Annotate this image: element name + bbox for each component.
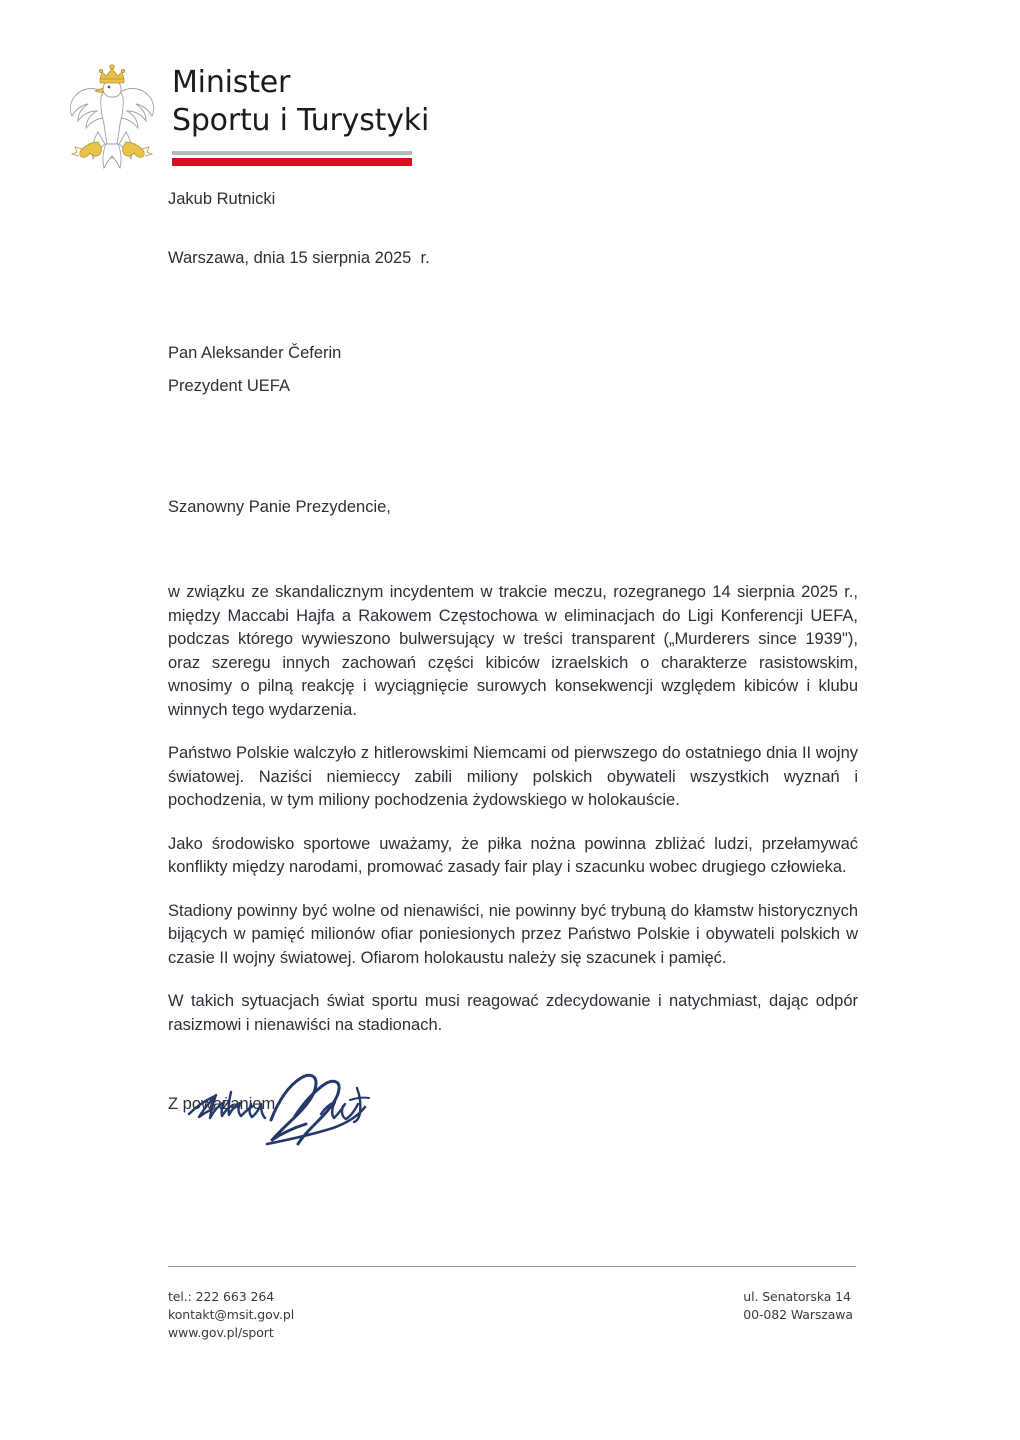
polish-eagle-emblem-icon — [60, 58, 164, 176]
sender-name: Jakub Rutnicki — [168, 190, 276, 208]
flag-red-stripe — [172, 158, 412, 166]
footer-city: 00-082 Warszawa — [743, 1307, 853, 1322]
letter-paragraph-5: W takich sytuacjach świat sportu musi reagować zdecydowanie i natychmiast, dając odpór rasizmowi i nienawiści na stadionach. — [168, 992, 858, 1034]
footer-website[interactable]: www.gov.pl/sport — [168, 1325, 274, 1340]
place-and-date: Warszawa, dnia 15 sierpnia 2025 r. — [168, 249, 430, 267]
letterhead-title-line2: Sportu i Turystyki — [172, 103, 430, 138]
recipient-title: Prezydent UEFA — [168, 377, 290, 395]
polish-flag-bar — [172, 151, 412, 166]
letter-body — [168, 188, 858, 1116]
footer-contact-column — [168, 1288, 294, 1342]
footer — [168, 1288, 856, 1342]
salutation: Szanowny Panie Prezydencie, — [168, 498, 391, 516]
footer-address-column — [743, 1288, 853, 1342]
letter-paragraph-4: Stadiony powinny być wolne od nienawiści, nie powinny być trybuną do kłamstw historycznych bijących w pamięć milionów ofiar poniesionych przez Państwo Polskie i obywateli polskich w czasie II wojny światowej. Ofiarom holokaustu należy się szacunek i pamięć. — [168, 901, 858, 967]
recipient-name: Pan Aleksander Čeferin — [168, 344, 342, 362]
footer-street: ul. Senatorska 14 — [743, 1289, 851, 1304]
closing-phrase: Z poważaniem — [168, 1095, 276, 1113]
footer-divider — [168, 1266, 856, 1267]
letterhead-title — [172, 58, 429, 166]
letter-paragraph-1: w związku ze skandalicznym incydentem w trakcie meczu, rozegranego 14 sierpnia 2025 r., między Maccabi Hajfa a Rakowem Częstochowa w eliminacjach do Ligi Konferencji UEFA, podczas którego wywieszono bulwersujący w treści transparent („Murderers since 1939"), oraz szeregu innych zachowań części kibiców izraelskich o charakterze rasistowskim, wnosimy o pilną reakcję i wyciągnięcie surowych konsekwencji względem kibiców i klubu winnych tego wydarzenia. — [168, 583, 858, 719]
letterhead — [60, 58, 429, 176]
footer-email[interactable]: kontakt@msit.gov.pl — [168, 1307, 295, 1322]
letter-paragraph-2: Państwo Polskie walczyło z hitlerowskimi Niemcami od pierwszego do ostatniego dnia II wojny światowej. Naziści niemieccy zabili miliony polskich obywateli wszystkich wyznań i pochodzenia, w tym miliony pochodzenia żydowskiego w holokauście. — [168, 744, 858, 809]
footer-phone: tel.: 222 663 264 — [168, 1289, 275, 1304]
handwritten-signature-icon — [175, 1062, 390, 1162]
letter-paragraph-3: Jako środowisko sportowe uważamy, że piłka nożna powinna zbliżać ludzi, przełamywać konflikty między narodami, promować zasady fair play i szacunku wobec drugiego człowieka. — [168, 834, 858, 876]
letterhead-title-line1: Minister — [172, 65, 291, 100]
